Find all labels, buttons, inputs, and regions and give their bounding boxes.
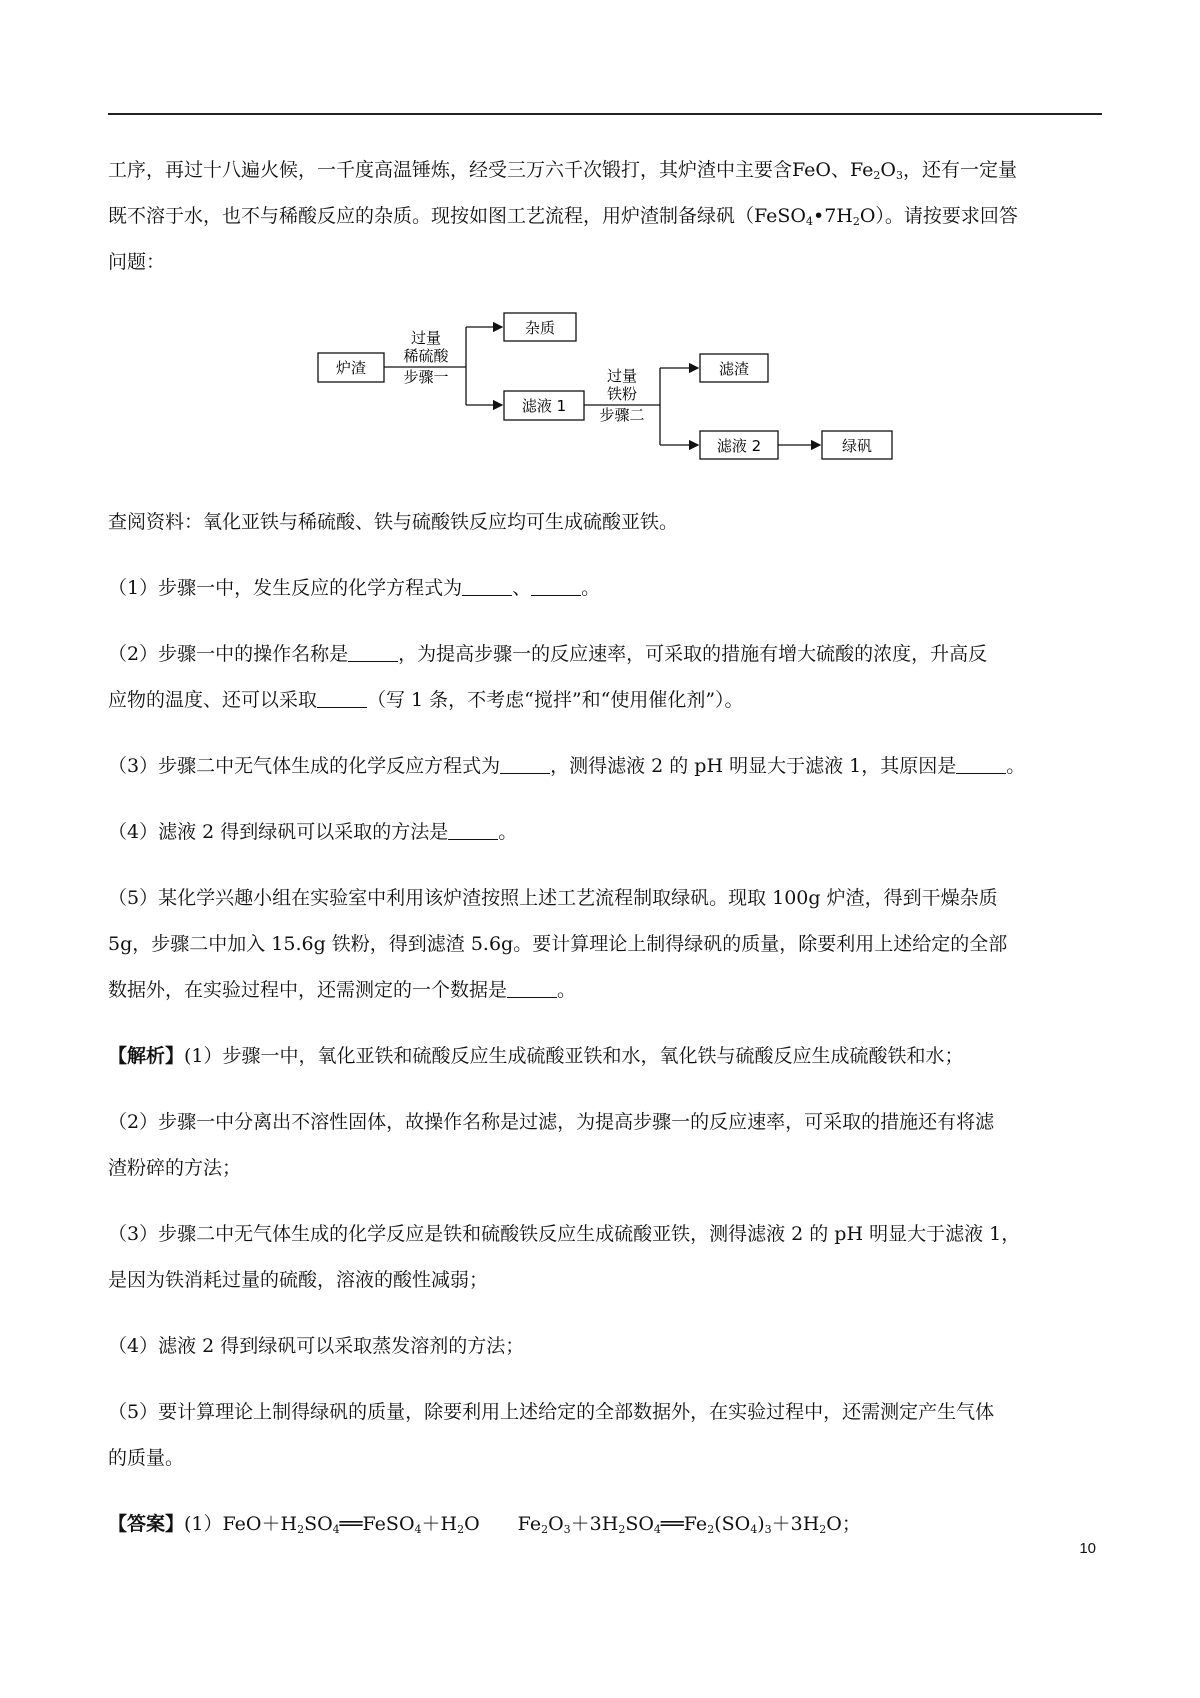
question-2-line-2: 应物的温度、还可以采取 （写 1 条，不考虑“搅拌”和“使用催化剂”）。 [108, 689, 744, 711]
analysis-4: （4）滤液 2 得到绿矾可以采取蒸发溶剂的方法； [108, 1335, 525, 1357]
intro-line-1: 工序，再过十八遍火候，一千度高温锤炼，经受三万六千次锻打，其炉渣中主要含FeO、$Fe_2O_3$，还有一定量 [108, 159, 1017, 182]
blank[interactable] [500, 754, 550, 774]
analysis-5-line-2: 的质量。 [108, 1447, 185, 1469]
blank[interactable] [448, 820, 498, 840]
question-1: （1）步骤一中，发生反应的化学方程式为 、 。 [108, 577, 601, 599]
reference-text: 查阅资料：氧化亚铁与稀硫酸、铁与硫酸铁反应均可生成硫酸亚铁。 [108, 511, 679, 533]
blank[interactable] [531, 576, 581, 596]
box-lvzha-label: 滤渣 [718, 360, 750, 378]
analysis-label: 【解析】 [108, 1045, 185, 1067]
answer-line: 【答案】$(1)FeO+H_2SO_4══FeSO_4+H_2O$ $Fe_2O_3+3H_2SO_4══Fe_2(SO_4)_3+3H_2O$； [108, 1513, 861, 1536]
answer-label: 【答案】 [108, 1513, 185, 1535]
analysis-3-line-1: （3）步骤二中无气体生成的化学反应是铁和硫酸铁反应生成硫酸亚铁，测得滤液 2 的 pH 明显大于滤液 1， [108, 1223, 1021, 1245]
step2-reagent: 过量 [606, 367, 638, 385]
question-5-line-1: （5）某化学兴趣小组在实验室中利用该炉渣按照上述工艺流程制取绿矾。现取 100g 炉渣，得到干燥杂质 [108, 887, 998, 909]
step1-label: 步骤一 [403, 368, 449, 386]
blank[interactable] [462, 576, 512, 596]
analysis-2-line-2: 渣粉碎的方法； [108, 1157, 242, 1179]
step2-label: 步骤二 [599, 406, 645, 424]
box-lvfan-label: 绿矾 [841, 437, 873, 455]
box-zazhi-label: 杂质 [524, 319, 556, 337]
header-rule [108, 113, 1102, 115]
question-2-line-1: （2）步骤一中的操作名称是 ，为提高步骤一的反应速率，可采取的措施有增大硫酸的浓度，升高反 [108, 643, 988, 665]
box-luzha-label: 炉渣 [335, 359, 367, 377]
blank[interactable] [956, 754, 1006, 774]
question-5-line-2: 5g，步骤二中加入 15.6g 铁粉，得到滤渣 5.6g。要计算理论上制得绿矾的质量，除要利用上述给定的全部 [108, 933, 1008, 955]
analysis-1: 【解析】(1）步骤一中，氧化亚铁和硫酸反应生成硫酸亚铁和水，氧化铁与硫酸反应生成硫酸铁和水； [108, 1045, 964, 1067]
blank[interactable] [317, 688, 367, 708]
analysis-2-line-1: （2）步骤一中分离出不溶性固体，故操作名称是过滤，为提高步骤一的反应速率，可采取的措施还有将滤 [108, 1111, 995, 1133]
intro-line-3: 问题： [108, 251, 166, 273]
analysis-5-line-1: （5）要计算理论上制得绿矾的质量，除要利用上述给定的全部数据外，在实验过程中，还需测定产生气体 [108, 1401, 995, 1423]
analysis-3-line-2: 是因为铁消耗过量的硫酸，溶液的酸性减弱； [108, 1269, 489, 1291]
blank[interactable] [348, 642, 398, 662]
step1-reagent: 过量 [410, 329, 442, 347]
box-lvye2-label: 滤液 2 [716, 437, 762, 455]
box-lvye1-label: 滤液 1 [521, 397, 567, 415]
step2-reagent-name: 铁粉 [606, 385, 638, 403]
blank[interactable] [507, 978, 557, 998]
step1-reagent-name: 稀硫酸 [403, 347, 449, 365]
process-flowchart [308, 301, 908, 481]
question-5-line-3: 数据外，在实验过程中，还需测定的一个数据是 。 [108, 979, 577, 1001]
page-number: 10 [1079, 1540, 1096, 1557]
intro-line-2: 既不溶于水，也不与稀酸反应的杂质。现按如图工艺流程，用炉渣制备绿矾$(FeSO_4•7H_2O)$。请按要求回答 [108, 205, 1018, 228]
question-3: （3）步骤二中无气体生成的化学反应方程式为 ，测得滤液 2 的 pH 明显大于滤液 1，其原因是 。 [108, 755, 1026, 777]
question-4: （4）滤液 2 得到绿矾可以采取的方法是 。 [108, 821, 518, 843]
